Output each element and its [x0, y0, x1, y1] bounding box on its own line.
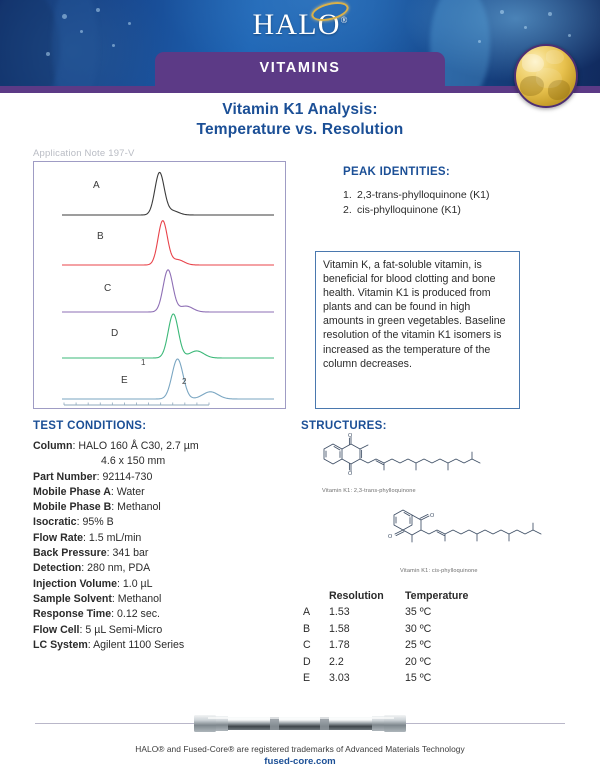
test-condition-label: Mobile Phase B [33, 501, 112, 514]
test-condition-label: Part Number [33, 470, 97, 483]
results-row-temperature: 20 ºC [405, 655, 432, 668]
table-body [303, 605, 468, 688]
registered-mark: ® [340, 15, 348, 25]
table-row [303, 655, 468, 672]
svg-text:O: O [348, 471, 353, 477]
halo-logo [0, 8, 600, 42]
footer-url[interactable]: fused-core.com [264, 756, 336, 767]
test-condition-row [33, 500, 283, 515]
page-header [0, 0, 600, 93]
peak-name: cis-phylloquinone (K1) [357, 203, 461, 216]
test-condition-label: Sample Solvent [33, 592, 112, 605]
test-condition-row [33, 623, 283, 638]
test-condition-value: : 5 µL Semi-Micro [79, 623, 163, 636]
results-row-temperature: 25 ºC [405, 639, 432, 651]
table-header-id [303, 590, 329, 605]
chromatogram-trace-b [62, 221, 274, 265]
test-condition-value: HALO 160 Å C30, 2.7 µm [78, 440, 199, 452]
svg-text:O: O [388, 534, 393, 540]
results-row-resolution: 1.53 [329, 606, 350, 618]
test-condition-row [33, 515, 283, 530]
test-condition-value: : 341 bar [106, 547, 149, 560]
results-row-resolution: 3.03 [329, 672, 350, 684]
test-condition-rows [33, 470, 283, 654]
structures-heading: STRUCTURES: [301, 420, 387, 432]
test-condition-label: Column [33, 440, 73, 452]
test-condition-row [33, 561, 283, 576]
structure-diagram-cis-phylloquinone [386, 506, 576, 564]
table-header-temperature: Temperature [405, 590, 469, 602]
header-speck [112, 44, 115, 47]
test-conditions-heading: TEST CONDITIONS: [33, 420, 147, 432]
chromatogram-trace-d [62, 314, 274, 358]
results-row-id: C [303, 639, 311, 651]
chromatogram-trace-a [62, 172, 274, 215]
test-condition-row [33, 592, 283, 607]
test-condition-row [33, 439, 283, 454]
test-condition-row [33, 531, 283, 546]
peak-identities-list [343, 188, 490, 217]
structure-caption-1: Vitamin K1: 2,3-trans-phylloquinone [322, 488, 416, 494]
halo-logo-text [253, 8, 348, 42]
application-note-number: Application Note 197-V [33, 148, 135, 159]
hplc-column-image [170, 705, 430, 741]
chromatogram-x-axis [64, 403, 209, 406]
test-condition-value: : Agilent 1100 Series [87, 638, 185, 651]
trace-label-e: E [121, 375, 128, 386]
test-condition-label: Detection [33, 562, 82, 575]
test-condition-row [33, 577, 283, 592]
header-speck [46, 52, 50, 56]
peak-number: 2. [343, 203, 352, 216]
test-condition-value: : 95% B [76, 516, 114, 529]
test-condition-value: : 1.0 µL [116, 577, 153, 590]
chromatogram-panel [33, 161, 286, 409]
results-row-resolution: 2.2 [329, 655, 344, 668]
results-row-resolution: 1.58 [329, 622, 350, 635]
colon: : [72, 440, 79, 452]
svg-text:O: O [430, 513, 435, 519]
gold-softgel-capsule-icon [514, 44, 578, 108]
structure-diagram-trans-phylloquinone [316, 432, 506, 490]
peak-identity-item [343, 203, 490, 218]
test-condition-value: : 0.12 sec. [111, 608, 160, 621]
page-title-line2: Temperature vs. Resolution [196, 121, 404, 138]
trace-label-b: B [97, 231, 104, 242]
test-condition-value: : 280 nm, PDA [81, 562, 151, 575]
test-condition-value: : 1.5 mL/min [83, 531, 142, 544]
halo-wordmark: HALO [252, 8, 341, 41]
table-row [303, 638, 468, 655]
chromatogram-svg [34, 162, 285, 408]
test-condition-label: Flow Rate [33, 531, 84, 544]
test-condition-label: Isocratic [33, 516, 77, 529]
test-condition-value: : Methanol [111, 592, 162, 605]
trace-label-a: A [93, 180, 100, 191]
results-row-id: B [303, 622, 311, 635]
test-condition-row [33, 485, 283, 500]
test-condition-label: Flow Cell [33, 623, 80, 636]
results-row-resolution: 1.78 [329, 639, 350, 651]
trace-label-c: C [104, 283, 112, 294]
peak-identities-heading: PEAK IDENTITIES: [343, 166, 451, 178]
peak-annotation-2: 2 [182, 377, 187, 386]
test-condition-label: Back Pressure [33, 547, 107, 560]
table-row [303, 622, 468, 639]
results-row-temperature: 15 ºC [405, 672, 432, 684]
peak-identity-item [343, 188, 490, 203]
results-row-id: E [303, 672, 311, 684]
test-condition-value: : Water [110, 485, 145, 498]
svg-text:O: O [348, 433, 353, 439]
test-condition-label: LC System [33, 638, 88, 651]
trace-label-d: D [111, 328, 119, 339]
chromatogram-trace-e [62, 359, 274, 399]
test-condition-row [33, 638, 283, 653]
category-tab-label: VITAMINS [259, 60, 341, 76]
table-header-resolution: Resolution [329, 590, 384, 602]
test-condition-row-continuation: 4.6 x 150 mm [101, 455, 166, 468]
test-condition-row [33, 546, 283, 561]
test-condition-row [33, 470, 283, 485]
header-purple-rule [0, 86, 600, 93]
page-title-line1: Vitamin K1 Analysis: [222, 101, 378, 118]
test-condition-value: : Methanol [111, 501, 161, 514]
footer-trademark-text: HALO® and Fused-Core® are registered trademarks of Advanced Materials Technology [135, 744, 465, 754]
chromatogram-trace-c [62, 270, 274, 312]
results-row-id: D [303, 655, 311, 668]
test-condition-label: Injection Volume [33, 577, 117, 590]
table-header-row [303, 590, 468, 605]
table-row [303, 605, 468, 622]
results-row-temperature: 35 ºC [405, 606, 432, 618]
peak-name: 2,3-trans-phylloquinone (K1) [357, 189, 490, 201]
test-conditions-list [33, 439, 283, 653]
test-condition-row [33, 607, 283, 622]
results-table [303, 590, 468, 688]
structure-caption-2: Vitamin K1: cis-phylloquinone [400, 568, 478, 574]
description-box: Vitamin K, a fat-soluble vitamin, is beneficial for blood clotting and bone health. Vitamin K1 is produced from plants and can be found in high amounts in green vegetables. Baseline resolution of the vitamin K1 isomers is increased as the temperature of the column decreases. [315, 251, 520, 409]
peak-annotation-1: 1 [141, 358, 146, 367]
test-condition-label: Response Time [33, 608, 112, 621]
test-condition-value: : 92114-730 [96, 470, 153, 483]
page-title [0, 100, 600, 140]
table-row [303, 671, 468, 688]
peak-number: 1. [343, 189, 352, 201]
test-condition-label: Mobile Phase A [33, 485, 111, 498]
results-row-id: A [303, 606, 311, 618]
results-row-temperature: 30 ºC [405, 622, 432, 635]
